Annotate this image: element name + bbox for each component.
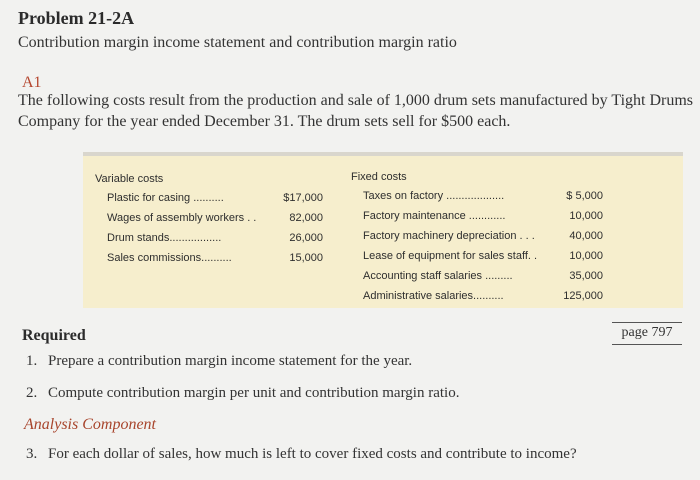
fixed-cost-label: Factory maintenance ............ — [363, 210, 506, 222]
variable-cost-label: Drum stands................. — [107, 232, 222, 244]
fixed-costs-header: Fixed costs — [351, 171, 407, 183]
problem-description: The following costs result from the production and sale of 1,000 drum sets manufactured by Tight Drums Company for the year ended December 31. The drum sets sell for $500 each. — [18, 92, 694, 130]
analysis-item-text: For each dollar of sales, how much is left to cover fixed costs and contribute to income? — [48, 446, 577, 462]
fixed-cost-value: 10,000 — [569, 210, 603, 222]
page-reference: page 797 — [612, 322, 682, 345]
variable-costs-column — [95, 170, 265, 268]
analysis-item-number: 3. — [26, 446, 38, 462]
variable-costs-values — [273, 170, 323, 268]
fixed-cost-value: 40,000 — [569, 230, 603, 242]
required-heading: Required — [22, 327, 86, 344]
fixed-costs-column — [351, 168, 551, 306]
fixed-cost-label: Lease of equipment for sales staff. . — [363, 250, 538, 262]
required-item-text: Prepare a contribution margin income statement for the year. — [48, 353, 413, 369]
fixed-cost-label: Taxes on factory ................... — [363, 190, 505, 202]
variable-cost-value: 26,000 — [289, 232, 323, 244]
required-item-number: 1. — [26, 353, 38, 369]
fixed-cost-label: Factory machinery depreciation . . . — [363, 230, 535, 242]
problem-subtitle: Contribution margin income statement and contribution margin ratio — [18, 34, 457, 51]
variable-costs-header: Variable costs — [95, 173, 164, 185]
required-item — [26, 353, 412, 370]
required-item-text: Compute contribution margin per unit and contribution margin ratio. — [48, 385, 460, 401]
variable-cost-label: Plastic for casing .......... — [107, 192, 224, 204]
variable-cost-value: 82,000 — [289, 212, 323, 224]
variable-cost-label: Sales commissions.......... — [107, 252, 232, 264]
fixed-cost-label: Administrative salaries.......... — [363, 290, 504, 302]
variable-cost-value: 15,000 — [289, 252, 323, 264]
fixed-cost-value: 125,000 — [563, 290, 603, 302]
analysis-component-heading: Analysis Component — [24, 416, 156, 433]
cost-table — [83, 152, 683, 308]
analysis-item — [26, 446, 577, 463]
fixed-cost-label: Accounting staff salaries ......... — [363, 270, 513, 282]
fixed-cost-value: $ 5,000 — [566, 190, 603, 202]
variable-cost-value: $17,000 — [283, 192, 323, 204]
problem-title: Problem 21-2A — [18, 8, 135, 28]
fixed-cost-value: 10,000 — [569, 250, 603, 262]
learning-objective: A1 — [22, 74, 42, 91]
fixed-costs-values — [553, 168, 603, 306]
required-item-number: 2. — [26, 385, 38, 401]
fixed-cost-value: 35,000 — [569, 270, 603, 282]
variable-cost-label: Wages of assembly workers . . — [107, 212, 257, 224]
required-item — [26, 385, 459, 402]
